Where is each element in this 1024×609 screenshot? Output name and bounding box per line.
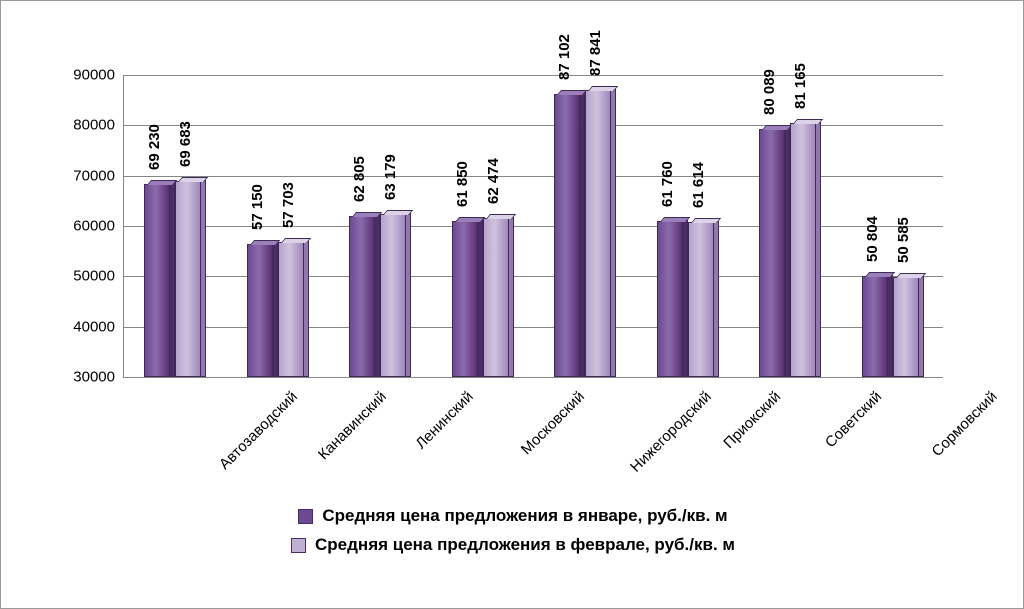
bar-body [144,184,170,377]
gridline [123,377,943,378]
bar-february [688,162,714,377]
bar-series-container [123,29,943,377]
bar-side-face [509,216,514,377]
x-category-label: Нижегородский [627,388,716,476]
x-category-label: Сормовский [928,388,1001,461]
bar-side-face [201,179,206,377]
bar-group [123,75,226,377]
legend-swatch-icon-series-1 [298,509,313,524]
bar-body [759,129,785,377]
bar-group [328,75,431,377]
bar-group [431,75,534,377]
bar-top-face [793,119,823,124]
bar-value-label: 61 760 [658,161,676,208]
y-tick-label: 80000 [73,116,115,134]
bar-side-face [919,275,924,377]
x-category-label: Советский [822,388,886,452]
bar-value-label: 63 179 [382,154,400,200]
bar-value-label: 69 683 [177,121,195,168]
x-axis-category-labels [123,381,1001,501]
bar-value-label: 69 230 [146,123,164,170]
bar-february [278,181,304,377]
bar-january [349,156,375,377]
bar-body [585,90,611,377]
bar-january [144,123,170,377]
bar-group [226,75,329,377]
bar-top-face [762,125,792,130]
bar-body [657,221,683,377]
x-category-label: Канавинский [314,388,390,464]
bar-group [738,63,841,377]
bar-top-face [896,273,926,278]
bar-january [554,33,580,377]
legend-label-series-1: Средняя цена предложения в январе, руб./кв. м [322,506,728,525]
bar-value-label: 61 614 [689,162,707,208]
bar-january [452,160,478,377]
bar-value-label: 57 150 [248,184,266,231]
legend-item-series-1 [1,506,1024,526]
legend-label-series-2: Средняя цена предложения в феврале, руб./кв. м [315,535,735,554]
bar-top-face [691,218,721,223]
bar-top-face [557,90,587,95]
bar-february [790,63,816,377]
y-axis-labels [43,66,115,386]
bar-body [247,244,273,377]
bar-side-face [304,240,309,377]
bar-group [841,75,944,377]
y-tick-label: 60000 [73,217,115,235]
bar-february [585,29,611,377]
bar-side-face [406,212,411,377]
bar-side-face [714,220,719,377]
bar-top-face [178,177,208,182]
bar-value-label: 87 841 [587,29,605,76]
bar-top-face [250,240,280,245]
bar-january [759,69,785,377]
bar-value-label: 81 165 [792,63,810,110]
y-tick-label: 40000 [73,318,115,336]
x-category-label: Приокский [720,388,784,452]
bar-value-label: 57 703 [279,181,297,228]
bar-value-label: 50 804 [863,216,881,263]
bar-top-face [281,238,311,243]
bar-february [175,121,201,377]
bar-value-label: 87 102 [556,33,574,80]
bar-top-face [660,217,690,222]
bar-body [893,277,919,377]
bar-february [380,154,406,377]
bar-body [554,94,580,377]
bar-body [483,218,509,377]
bar-body [862,276,888,377]
bar-group [533,29,636,377]
bar-body [349,216,375,377]
legend-swatch-icon-series-2 [291,538,306,553]
bar-body [278,242,304,377]
bar-january [247,184,273,377]
bar-value-label: 62 474 [484,157,502,204]
bar-value-label: 61 850 [453,160,471,207]
x-category-label: Ленинский [412,388,477,453]
bar-group [636,75,739,377]
bar-top-face [147,180,177,185]
bar-february [483,157,509,377]
bar-value-label: 62 805 [351,156,369,202]
x-category-label: Московский [517,388,588,459]
bar-body [688,222,714,377]
y-tick-label: 70000 [73,167,115,185]
bar-february [893,217,919,377]
bar-value-label: 50 585 [894,217,912,264]
bar-body [380,214,406,377]
legend-item-series-2 [1,535,1024,555]
y-tick-label: 90000 [73,66,115,84]
bar-top-face [352,212,382,217]
y-tick-label: 50000 [73,267,115,285]
bar-top-face [455,217,485,222]
bar-body [452,221,478,377]
bar-january [862,216,888,377]
bar-value-label: 80 089 [761,69,779,115]
chart-legend [1,506,1024,564]
bar-january [657,161,683,377]
bar-body [790,123,816,377]
x-category-label: Автозаводский [216,388,302,474]
bar-top-face [588,86,618,91]
y-tick-label: 30000 [73,368,115,386]
bar-side-face [816,121,821,377]
bar-top-face [383,210,413,215]
bar-top-face [865,272,895,277]
bar-body [175,181,201,377]
bar-top-face [486,214,516,219]
bar-side-face [611,88,616,377]
